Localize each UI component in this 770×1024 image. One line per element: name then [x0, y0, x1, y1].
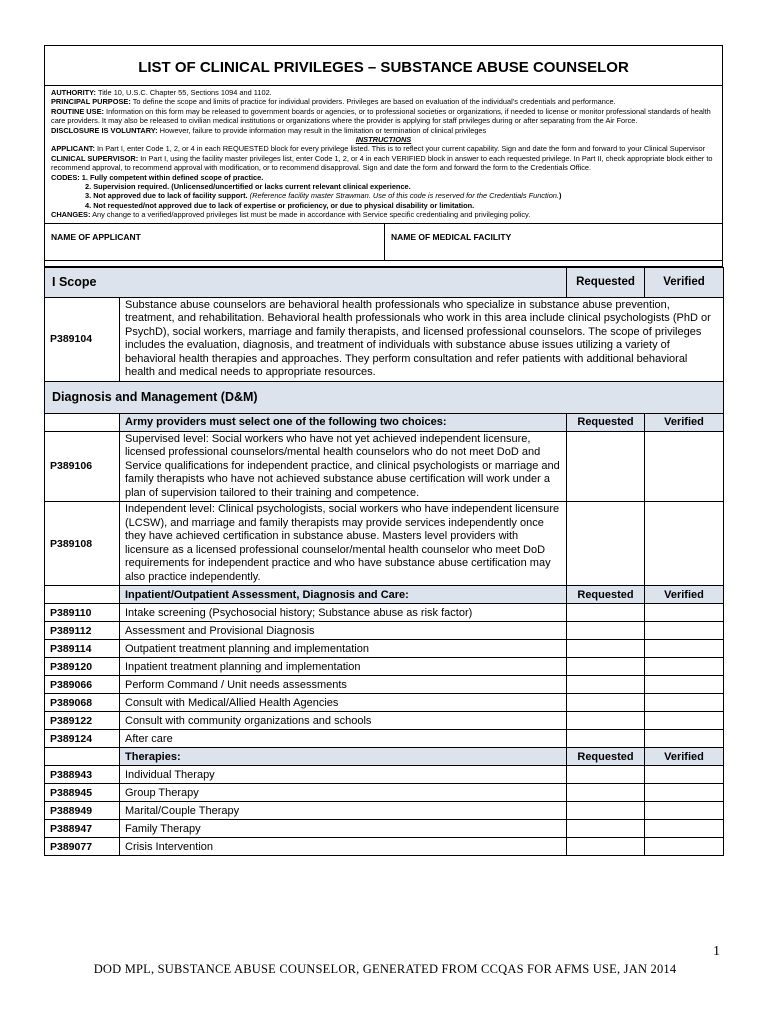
form-page: [44, 45, 723, 856]
requested-header: Requested: [567, 267, 645, 297]
army-choice-header: [45, 413, 724, 431]
verified-cell[interactable]: [645, 802, 724, 820]
privilege-row: [45, 784, 724, 802]
scope-code: P389104: [45, 297, 120, 381]
name-fields: [45, 224, 722, 261]
verified-cell[interactable]: [645, 838, 724, 856]
privilege-code: P389122: [45, 712, 120, 730]
privilege-code: P389068: [45, 694, 120, 712]
applicant-name-field[interactable]: NAME OF APPLICANT: [45, 224, 385, 260]
privilege-text: Assessment and Provisional Diagnosis: [120, 622, 567, 640]
code-4: 4. Not requested/not approved due to lack of expertise or proficiency, or due to physical disability or limitation.: [85, 200, 475, 210]
privacy-statement: [45, 86, 722, 224]
privilege-text: Inpatient treatment planning and implementation: [120, 658, 567, 676]
applicant-label: APPLICANT:: [51, 144, 95, 154]
privilege-row: [45, 730, 724, 748]
purpose-text: To define the scope and limits of practice for individual providers. Privileges are based on evaluation of the individual’s credentials and performance.: [130, 97, 616, 107]
therapies-header: [45, 748, 724, 766]
requested-cell[interactable]: [567, 622, 645, 640]
inpatient-header: [45, 586, 724, 604]
code-3-main: 3. Not approved due to lack of facility support.: [85, 191, 250, 201]
privilege-row: [45, 820, 724, 838]
verified-cell[interactable]: [645, 694, 724, 712]
changes-text: Any change to a verified/approved privileges list must be made in accordance with Service specific credentialing and privileging policy.: [90, 210, 531, 220]
blank-cell: [45, 586, 120, 604]
requested-cell[interactable]: [567, 820, 645, 838]
changes-label: CHANGES:: [51, 210, 91, 220]
privilege-code: P389110: [45, 604, 120, 622]
code-3-close: ): [558, 191, 562, 201]
privilege-text: Perform Command / Unit needs assessments: [120, 676, 567, 694]
disclosure-text: However, failure to provide information may result in the limitation or termination of clinical privileges: [157, 125, 487, 135]
routine-label: ROUTINE USE:: [51, 106, 104, 116]
privilege-text: Consult with Medical/Allied Health Agencies: [120, 694, 567, 712]
codes-label: CODES:: [51, 172, 80, 182]
verified-cell[interactable]: [645, 820, 724, 838]
privilege-row: [45, 676, 724, 694]
page-title: LIST OF CLINICAL PRIVILEGES – SUBSTANCE ABUSE COUNSELOR: [45, 46, 722, 86]
disclosure-label: DISCLOSURE IS VOLUNTARY:: [51, 125, 158, 135]
verified-cell[interactable]: [645, 640, 724, 658]
code-1: 1. Fully competent within defined scope of practice.: [79, 172, 264, 182]
requested-header: Requested: [567, 586, 645, 604]
requested-header: Requested: [567, 413, 645, 431]
privilege-row: [45, 712, 724, 730]
requested-cell[interactable]: [567, 802, 645, 820]
privilege-row: [45, 766, 724, 784]
blank-cell: [45, 748, 120, 766]
verified-cell[interactable]: [645, 431, 724, 502]
privilege-code: P389108: [45, 502, 120, 586]
page-footer: DOD MPL, SUBSTANCE ABUSE COUNSELOR, GENERATED FROM CCQAS FOR AFMS USE, JAN 2014: [93, 962, 677, 976]
requested-header: Requested: [567, 748, 645, 766]
requested-cell[interactable]: [567, 766, 645, 784]
scope-text: Substance abuse counselors are behavioral health professionals who specialize in substance abuse prevention, treatment, and rehabilitation. Behavioral health professionals who work in this area include clinical psychologists (PhD or PsychD), social workers, marriage and family therapists, and licensed professional counselors. The scope of privileges includes the evaluation, diagnosis, and treatment of individuals with substance abuse issues utilizing a variety of behavioral health therapies and approaches. They perform consultation and refer patients with additional behavioral health and medical needs to appropriate resources.: [120, 297, 724, 381]
instructions-heading: INSTRUCTIONS: [355, 135, 412, 145]
privilege-code: P388943: [45, 766, 120, 784]
requested-cell[interactable]: [567, 676, 645, 694]
privilege-code: P389106: [45, 431, 120, 502]
authority-label: AUTHORITY:: [51, 88, 97, 97]
scope-row: [45, 297, 724, 381]
requested-cell[interactable]: [567, 694, 645, 712]
privilege-code: P388949: [45, 802, 120, 820]
privilege-text: Individual Therapy: [120, 766, 567, 784]
privilege-row: [45, 802, 724, 820]
page-number: 1: [713, 944, 720, 959]
privilege-code: P389120: [45, 658, 120, 676]
privilege-code: P389112: [45, 622, 120, 640]
privilege-row: [45, 604, 724, 622]
privilege-text: Independent level: Clinical psychologists, social workers who have independent licensure (LCSW), and marriage and family therapists may provide services independently once they have achieved certification in substance abuse. Masters level providers with licensure as a licensed professional counselor/mental health counselor who meet DoD requirements for independent practice and who have substance abuse certification may also practice independently.: [120, 502, 567, 586]
verified-cell[interactable]: [645, 604, 724, 622]
privilege-text: Crisis Intervention: [120, 838, 567, 856]
verified-cell[interactable]: [645, 676, 724, 694]
requested-cell[interactable]: [567, 604, 645, 622]
verified-cell[interactable]: [645, 784, 724, 802]
privilege-text: Consult with community organizations and schools: [120, 712, 567, 730]
privilege-code: P389066: [45, 676, 120, 694]
privilege-code: P388947: [45, 820, 120, 838]
choice-row: [45, 431, 724, 502]
requested-cell[interactable]: [567, 502, 645, 586]
privilege-text: Group Therapy: [120, 784, 567, 802]
privileges-table: [44, 267, 724, 857]
choice-row: [45, 502, 724, 586]
privilege-code: P388945: [45, 784, 120, 802]
privilege-text: Family Therapy: [120, 820, 567, 838]
privilege-text: After care: [120, 730, 567, 748]
therapies-label: Therapies:: [120, 748, 567, 766]
privilege-text: Intake screening (Psychosocial history; Substance abuse as risk factor): [120, 604, 567, 622]
applicant-text: In Part I, enter Code 1, 2, or 4 in each REQUESTED block for every privilege listed. This is to reflect your current capability. Sign and date the form and forward to your Clinical Supervisor: [94, 144, 706, 154]
requested-cell[interactable]: [567, 784, 645, 802]
purpose-label: PRINCIPAL PURPOSE:: [51, 97, 131, 107]
requested-cell[interactable]: [567, 431, 645, 502]
verified-cell[interactable]: [645, 622, 724, 640]
verified-header: Verified: [645, 586, 724, 604]
verified-cell[interactable]: [645, 766, 724, 784]
verified-header: Verified: [645, 267, 724, 297]
authority-text: Title 10, U.S.C. Chapter 55, Sections 1094 and 1102.: [96, 88, 272, 97]
verified-cell[interactable]: [645, 502, 724, 586]
inpatient-label: Inpatient/Outpatient Assessment, Diagnosis and Care:: [120, 586, 567, 604]
requested-cell[interactable]: [567, 838, 645, 856]
privilege-row: [45, 694, 724, 712]
requested-cell[interactable]: [567, 658, 645, 676]
code-3: [51, 191, 716, 200]
privilege-text: Supervised level: Social workers who have not yet achieved independent licensure, licensed professional counselors/mental health counselors who do not meet DoD and Service qualifications for independent practice, and clinical psychologists or marriage and family therapists who have not achieved substance abuse certification will work under a plan of supervision tailored to their training and competence.: [120, 431, 567, 502]
requested-cell[interactable]: [567, 712, 645, 730]
dm-section-header: [45, 381, 724, 413]
privilege-text: Outpatient treatment planning and implementation: [120, 640, 567, 658]
privilege-code: P389124: [45, 730, 120, 748]
code-2: 2. Supervision required. (Unlicensed/uncertified or lacks current relevant clinical experience.: [85, 182, 411, 192]
supervisor-text: In Part I, using the facility master privileges list, enter Code 1, 2, or 4 in each VERIFIED block in answer to each requested privilege. In Part II, check appropriate block either to recommend approval, to recommend approval with modification, or to recommend disapproval. Sign and date the form and forward the form to the Credentials Office.: [51, 153, 713, 173]
privilege-row: [45, 622, 724, 640]
scope-title: I Scope: [45, 267, 567, 297]
privilege-row: [45, 658, 724, 676]
privilege-text: Marital/Couple Therapy: [120, 802, 567, 820]
verified-header: Verified: [645, 748, 724, 766]
routine-text: Information on this form may be released to government boards or agencies, or to professional societies or organizations, if needed to license or monitor professional standards of health care providers. It may also be released to civilian medical institutions or organizations where the provider is applying for staff privileges during or after separating from the Air Force.: [51, 106, 711, 126]
privilege-code: P389077: [45, 838, 120, 856]
requested-cell[interactable]: [567, 640, 645, 658]
facility-name-field[interactable]: NAME OF MEDICAL FACILITY: [391, 231, 512, 242]
verified-cell[interactable]: [645, 658, 724, 676]
verified-header: Verified: [645, 413, 724, 431]
dm-title: Diagnosis and Management (D&M): [45, 381, 724, 413]
verified-cell[interactable]: [645, 730, 724, 748]
scope-section-header: [45, 267, 724, 297]
form-header-box: [44, 45, 723, 267]
privilege-row: [45, 838, 724, 856]
army-choice-label: Army providers must select one of the following two choices:: [120, 413, 567, 431]
code-3-note: (Reference facility master Strawman. Use of this code is reserved for the Credentials Function.: [249, 191, 559, 201]
privilege-code: P389114: [45, 640, 120, 658]
blank-cell: [45, 413, 120, 431]
requested-cell[interactable]: [567, 730, 645, 748]
verified-cell[interactable]: [645, 712, 724, 730]
privilege-row: [45, 640, 724, 658]
supervisor-label: CLINICAL SUPERVISOR:: [51, 153, 139, 163]
